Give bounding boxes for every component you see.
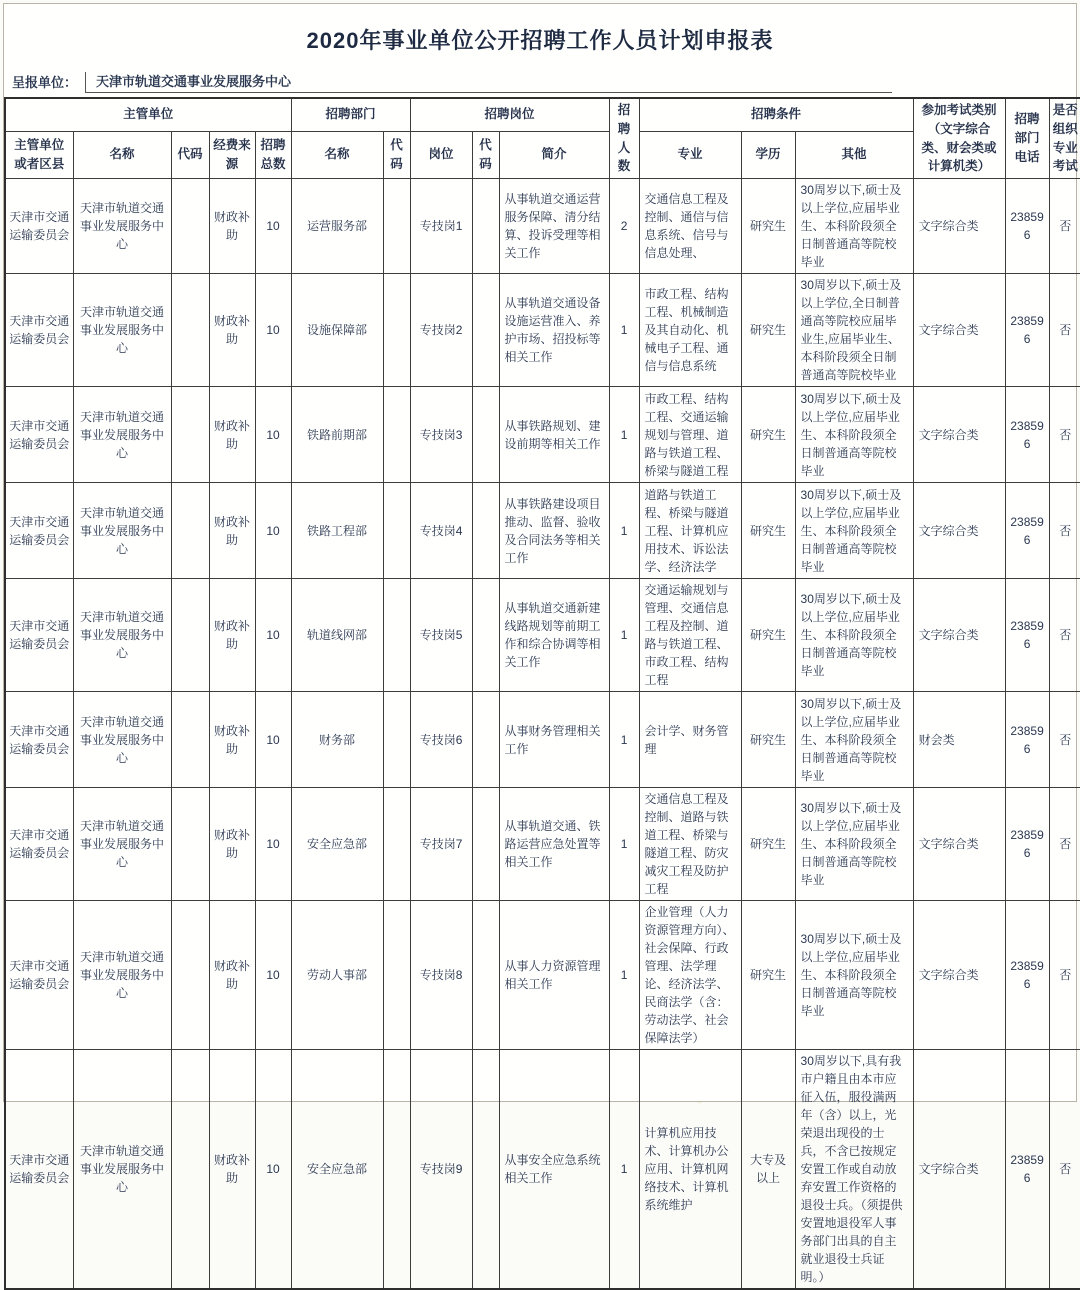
cell-total: 10 xyxy=(255,788,291,901)
cell-post: 专技岗3 xyxy=(410,387,472,483)
subheader-dept-code: 代码 xyxy=(383,131,410,178)
cell-supervisor: 天津市交通运输委员会 xyxy=(5,692,73,788)
cell-phone: 238596 xyxy=(1005,692,1049,788)
cell-intro: 从事轨道交通、铁路运营应急处置等相关工作 xyxy=(499,788,609,901)
subheader-education: 学历 xyxy=(741,131,795,178)
cell-count: 1 xyxy=(609,788,639,901)
cell-other: 30周岁以下,硕士及以上学位,全日制普通高等院校应届毕业生,应届毕业生、本科阶段须全日制普通高等院校毕业 xyxy=(795,274,913,387)
table-row xyxy=(5,1050,1080,1290)
cell-phone: 238596 xyxy=(1005,788,1049,901)
header-organize-exam: 是否组织专业考试 xyxy=(1049,98,1080,179)
subheader-dept-name: 名称 xyxy=(291,131,383,178)
cell-phone: 238596 xyxy=(1005,1050,1049,1290)
cell-intro: 从事铁路规划、建设前期等相关工作 xyxy=(499,387,609,483)
cell-intro: 从事人力资源管理相关工作 xyxy=(499,901,609,1050)
cell-education: 研究生 xyxy=(741,179,795,274)
cell-total: 10 xyxy=(255,387,291,483)
cell-org-name: 天津市轨道交通事业发展服务中心 xyxy=(73,274,171,387)
subheader-major: 专业 xyxy=(639,131,741,178)
cell-intro: 从事轨道交通设备设施运营准入、养护市场、招投标等相关工作 xyxy=(499,274,609,387)
cell-post: 专技岗4 xyxy=(410,483,472,579)
cell-funding: 财政补助 xyxy=(209,179,255,274)
cell-organize-exam: 否 xyxy=(1049,483,1080,579)
cell-post: 专技岗2 xyxy=(410,274,472,387)
cell-post-code xyxy=(472,179,499,274)
cell-other: 30周岁以下,具有我市户籍且由本市应征入伍，服役满两年（含）以上，光荣退出现役的士兵，不含已按规定安置工作或自动放弃安置工作资格的退役士兵。（须提供安置地退役军人事务部门出具的自主就业退役士兵证明。） xyxy=(795,1050,913,1290)
cell-organize-exam: 否 xyxy=(1049,788,1080,901)
cell-count: 1 xyxy=(609,274,639,387)
cell-intro: 从事轨道交通运营服务保障、清分结算、投诉受理等相关工作 xyxy=(499,179,609,274)
cell-phone: 238596 xyxy=(1005,179,1049,274)
cell-post: 专技岗8 xyxy=(410,901,472,1050)
cell-count: 1 xyxy=(609,387,639,483)
cell-phone: 238596 xyxy=(1005,387,1049,483)
cell-education: 研究生 xyxy=(741,579,795,692)
cell-organize-exam: 否 xyxy=(1049,1050,1080,1290)
cell-dept: 铁路工程部 xyxy=(291,483,383,579)
cell-dept: 设施保障部 xyxy=(291,274,383,387)
cell-total: 10 xyxy=(255,692,291,788)
cell-count: 1 xyxy=(609,579,639,692)
header-supervisor-unit: 主管单位 xyxy=(5,98,291,131)
cell-dept: 安全应急部 xyxy=(291,788,383,901)
cell-organize-exam: 否 xyxy=(1049,274,1080,387)
cell-funding: 财政补助 xyxy=(209,387,255,483)
cell-other: 30周岁以下,硕士及以上学位,应届毕业生、本科阶段须全日制普通高等院校毕业 xyxy=(795,692,913,788)
cell-other: 30周岁以下,硕士及以上学位,应届毕业生、本科阶段须全日制普通高等院校毕业 xyxy=(795,788,913,901)
cell-dept: 运营服务部 xyxy=(291,179,383,274)
cell-phone: 238596 xyxy=(1005,274,1049,387)
page-title: 2020年事业单位公开招聘工作人员计划申报表 xyxy=(306,28,774,53)
cell-intro: 从事轨道交通新建线路规划等前期工作和综合协调等相关工作 xyxy=(499,579,609,692)
cell-organize-exam: 否 xyxy=(1049,579,1080,692)
cell-funding: 财政补助 xyxy=(209,483,255,579)
cell-exam-category: 财会类 xyxy=(913,692,1005,788)
subheader-total-recruit: 招聘总数 xyxy=(255,131,291,178)
table-row xyxy=(5,579,1080,692)
cell-other: 30周岁以下,硕士及以上学位,应届毕业生、本科阶段须全日制普通高等院校毕业 xyxy=(795,387,913,483)
header-group-row xyxy=(5,98,1080,131)
header-recruit-post: 招聘岗位 xyxy=(410,98,609,131)
cell-organize-exam: 否 xyxy=(1049,387,1080,483)
cell-total: 10 xyxy=(255,179,291,274)
cell-dept: 轨道线网部 xyxy=(291,579,383,692)
cell-major: 道路与铁道工程、桥梁与隧道工程、计算机应用技术、诉讼法学、经济法学 xyxy=(639,483,741,579)
cell-education: 研究生 xyxy=(741,901,795,1050)
cell-education: 研究生 xyxy=(741,483,795,579)
cell-dept-code xyxy=(383,692,410,788)
cell-org-code xyxy=(171,788,209,901)
cell-funding: 财政补助 xyxy=(209,788,255,901)
table-row xyxy=(5,179,1080,274)
cell-org-name: 天津市轨道交通事业发展服务中心 xyxy=(73,579,171,692)
subheader-funding-source: 经费来源 xyxy=(209,131,255,178)
header-recruit-count: 招聘人数 xyxy=(609,98,639,179)
table-row xyxy=(5,788,1080,901)
cell-org-code xyxy=(171,1050,209,1290)
cell-total: 10 xyxy=(255,901,291,1050)
cell-post-code xyxy=(472,274,499,387)
cell-post-code xyxy=(472,483,499,579)
table-row xyxy=(5,901,1080,1050)
subheader-org-name: 名称 xyxy=(73,131,171,178)
cell-major: 会计学、财务管理 xyxy=(639,692,741,788)
cell-major: 企业管理（人力资源管理方向）、社会保障、行政管理、法学理论、经济法学、民商法学（含：劳动法学、社会保障法学） xyxy=(639,901,741,1050)
cell-education: 大专及以上 xyxy=(741,1050,795,1290)
table-row xyxy=(5,274,1080,387)
cell-intro: 从事铁路建设项目推动、监督、验收及合同法务等相关工作 xyxy=(499,483,609,579)
cell-org-code xyxy=(171,692,209,788)
cell-other: 30周岁以下,硕士及以上学位,应届毕业生、本科阶段须全日制普通高等院校毕业 xyxy=(795,901,913,1050)
cell-exam-category: 文字综合类 xyxy=(913,274,1005,387)
cell-dept-code xyxy=(383,483,410,579)
cell-funding: 财政补助 xyxy=(209,692,255,788)
cell-other: 30周岁以下,硕士及以上学位,应届毕业生、本科阶段须全日制普通高等院校毕业 xyxy=(795,483,913,579)
cell-supervisor: 天津市交通运输委员会 xyxy=(5,788,73,901)
cell-major: 交通信息工程及控制、道路与铁道工程、桥梁与隧道工程、防灾减灾工程及防护工程 xyxy=(639,788,741,901)
cell-org-code xyxy=(171,179,209,274)
cell-phone: 238596 xyxy=(1005,483,1049,579)
reporting-unit-row xyxy=(8,71,1072,93)
cell-dept-code xyxy=(383,1050,410,1290)
cell-phone: 238596 xyxy=(1005,579,1049,692)
cell-post-code xyxy=(472,1050,499,1290)
header-dept-phone: 招聘部门电话 xyxy=(1005,98,1049,179)
cell-funding: 财政补助 xyxy=(209,1050,255,1290)
cell-post-code xyxy=(472,901,499,1050)
cell-org-name: 天津市轨道交通事业发展服务中心 xyxy=(73,1050,171,1290)
cell-supervisor: 天津市交通运输委员会 xyxy=(5,483,73,579)
cell-org-code xyxy=(171,579,209,692)
reporting-unit-label: 呈报单位： xyxy=(8,72,86,93)
cell-exam-category: 文字综合类 xyxy=(913,387,1005,483)
cell-major: 计算机应用技术、计算机办公应用、计算机网络技术、计算机系统维护 xyxy=(639,1050,741,1290)
cell-education: 研究生 xyxy=(741,692,795,788)
header-recruit-conditions: 招聘条件 xyxy=(639,98,913,131)
header-recruit-dept: 招聘部门 xyxy=(291,98,410,131)
cell-exam-category: 文字综合类 xyxy=(913,579,1005,692)
subheader-intro: 简介 xyxy=(499,131,609,178)
cell-post-code xyxy=(472,579,499,692)
cell-org-code xyxy=(171,483,209,579)
cell-dept: 财务部 xyxy=(291,692,383,788)
cell-org-name: 天津市轨道交通事业发展服务中心 xyxy=(73,483,171,579)
cell-org-code xyxy=(171,387,209,483)
cell-funding: 财政补助 xyxy=(209,579,255,692)
cell-education: 研究生 xyxy=(741,274,795,387)
cell-org-name: 天津市轨道交通事业发展服务中心 xyxy=(73,692,171,788)
cell-post-code xyxy=(472,387,499,483)
cell-education: 研究生 xyxy=(741,788,795,901)
cell-count: 1 xyxy=(609,483,639,579)
header-exam-category xyxy=(913,98,1005,179)
cell-organize-exam: 否 xyxy=(1049,179,1080,274)
cell-post: 专技岗9 xyxy=(410,1050,472,1290)
cell-total: 10 xyxy=(255,483,291,579)
table-row xyxy=(5,387,1080,483)
cell-exam-category: 文字综合类 xyxy=(913,483,1005,579)
cell-funding: 财政补助 xyxy=(209,274,255,387)
cell-dept: 铁路前期部 xyxy=(291,387,383,483)
cell-total: 10 xyxy=(255,1050,291,1290)
cell-supervisor: 天津市交通运输委员会 xyxy=(5,579,73,692)
cell-total: 10 xyxy=(255,579,291,692)
cell-org-name: 天津市轨道交通事业发展服务中心 xyxy=(73,788,171,901)
cell-supervisor: 天津市交通运输委员会 xyxy=(5,387,73,483)
cell-organize-exam: 否 xyxy=(1049,901,1080,1050)
form-sheet xyxy=(3,3,1078,1284)
cell-org-name: 天津市轨道交通事业发展服务中心 xyxy=(73,179,171,274)
cell-dept-code xyxy=(383,387,410,483)
cell-intro: 从事财务管理相关工作 xyxy=(499,692,609,788)
cell-post: 专技岗7 xyxy=(410,788,472,901)
cell-count: 2 xyxy=(609,179,639,274)
cell-dept: 劳动人事部 xyxy=(291,901,383,1050)
cell-other: 30周岁以下,硕士及以上学位,应届毕业生、本科阶段须全日制普通高等院校毕业 xyxy=(795,179,913,274)
cell-funding: 财政补助 xyxy=(209,901,255,1050)
table-row xyxy=(5,483,1080,579)
cell-org-code xyxy=(171,901,209,1050)
cell-organize-exam: 否 xyxy=(1049,692,1080,788)
cell-major: 市政工程、结构工程、机械制造及其自动化、机械电子工程、通信与信息系统 xyxy=(639,274,741,387)
header-exam-category-sub: （文字综合类、财会类或计算机类） xyxy=(921,121,997,174)
cell-post: 专技岗6 xyxy=(410,692,472,788)
reporting-unit-value: 天津市轨道交通事业发展服务中心 xyxy=(86,71,892,93)
cell-count: 1 xyxy=(609,1050,639,1290)
cell-dept-code xyxy=(383,274,410,387)
subheader-other: 其他 xyxy=(795,131,913,178)
cell-post-code xyxy=(472,692,499,788)
cell-post: 专技岗1 xyxy=(410,179,472,274)
cell-org-name: 天津市轨道交通事业发展服务中心 xyxy=(73,387,171,483)
cell-dept-code xyxy=(383,179,410,274)
cell-major: 交通运输规划与管理、交通信息工程及控制、道路与铁道工程、市政工程、结构工程 xyxy=(639,579,741,692)
cell-dept-code xyxy=(383,788,410,901)
cell-count: 1 xyxy=(609,901,639,1050)
cell-other: 30周岁以下,硕士及以上学位,应届毕业生、本科阶段须全日制普通高等院校毕业 xyxy=(795,579,913,692)
cell-phone: 238596 xyxy=(1005,901,1049,1050)
table-row xyxy=(5,692,1080,788)
recruitment-plan-table xyxy=(4,97,1080,1290)
cell-intro: 从事安全应急系统相关工作 xyxy=(499,1050,609,1290)
subheader-supervisor-or-district: 主管单位或者区县 xyxy=(5,131,73,178)
cell-supervisor: 天津市交通运输委员会 xyxy=(5,901,73,1050)
subheader-post: 岗位 xyxy=(410,131,472,178)
subheader-post-code: 代码 xyxy=(472,131,499,178)
cell-exam-category: 文字综合类 xyxy=(913,179,1005,274)
subheader-org-code: 代码 xyxy=(171,131,209,178)
cell-count: 1 xyxy=(609,692,639,788)
cell-major: 交通信息工程及控制、通信与信息系统、信号与信息处理、 xyxy=(639,179,741,274)
cell-org-code xyxy=(171,274,209,387)
cell-org-name: 天津市轨道交通事业发展服务中心 xyxy=(73,901,171,1050)
header-exam-category-main: 参加考试类别 xyxy=(921,103,997,117)
cell-post: 专技岗5 xyxy=(410,579,472,692)
cell-dept-code xyxy=(383,901,410,1050)
cell-supervisor: 天津市交通运输委员会 xyxy=(5,179,73,274)
cell-exam-category: 文字综合类 xyxy=(913,1050,1005,1290)
cell-exam-category: 文字综合类 xyxy=(913,788,1005,901)
cell-major: 市政工程、结构工程、交通运输规划与管理、道路与铁道工程、桥梁与隧道工程 xyxy=(639,387,741,483)
cell-supervisor: 天津市交通运输委员会 xyxy=(5,1050,73,1290)
cell-total: 10 xyxy=(255,274,291,387)
cell-post-code xyxy=(472,788,499,901)
cell-exam-category: 文字综合类 xyxy=(913,901,1005,1050)
cell-dept-code xyxy=(383,579,410,692)
cell-dept: 安全应急部 xyxy=(291,1050,383,1290)
cell-supervisor: 天津市交通运输委员会 xyxy=(5,274,73,387)
cell-education: 研究生 xyxy=(741,387,795,483)
